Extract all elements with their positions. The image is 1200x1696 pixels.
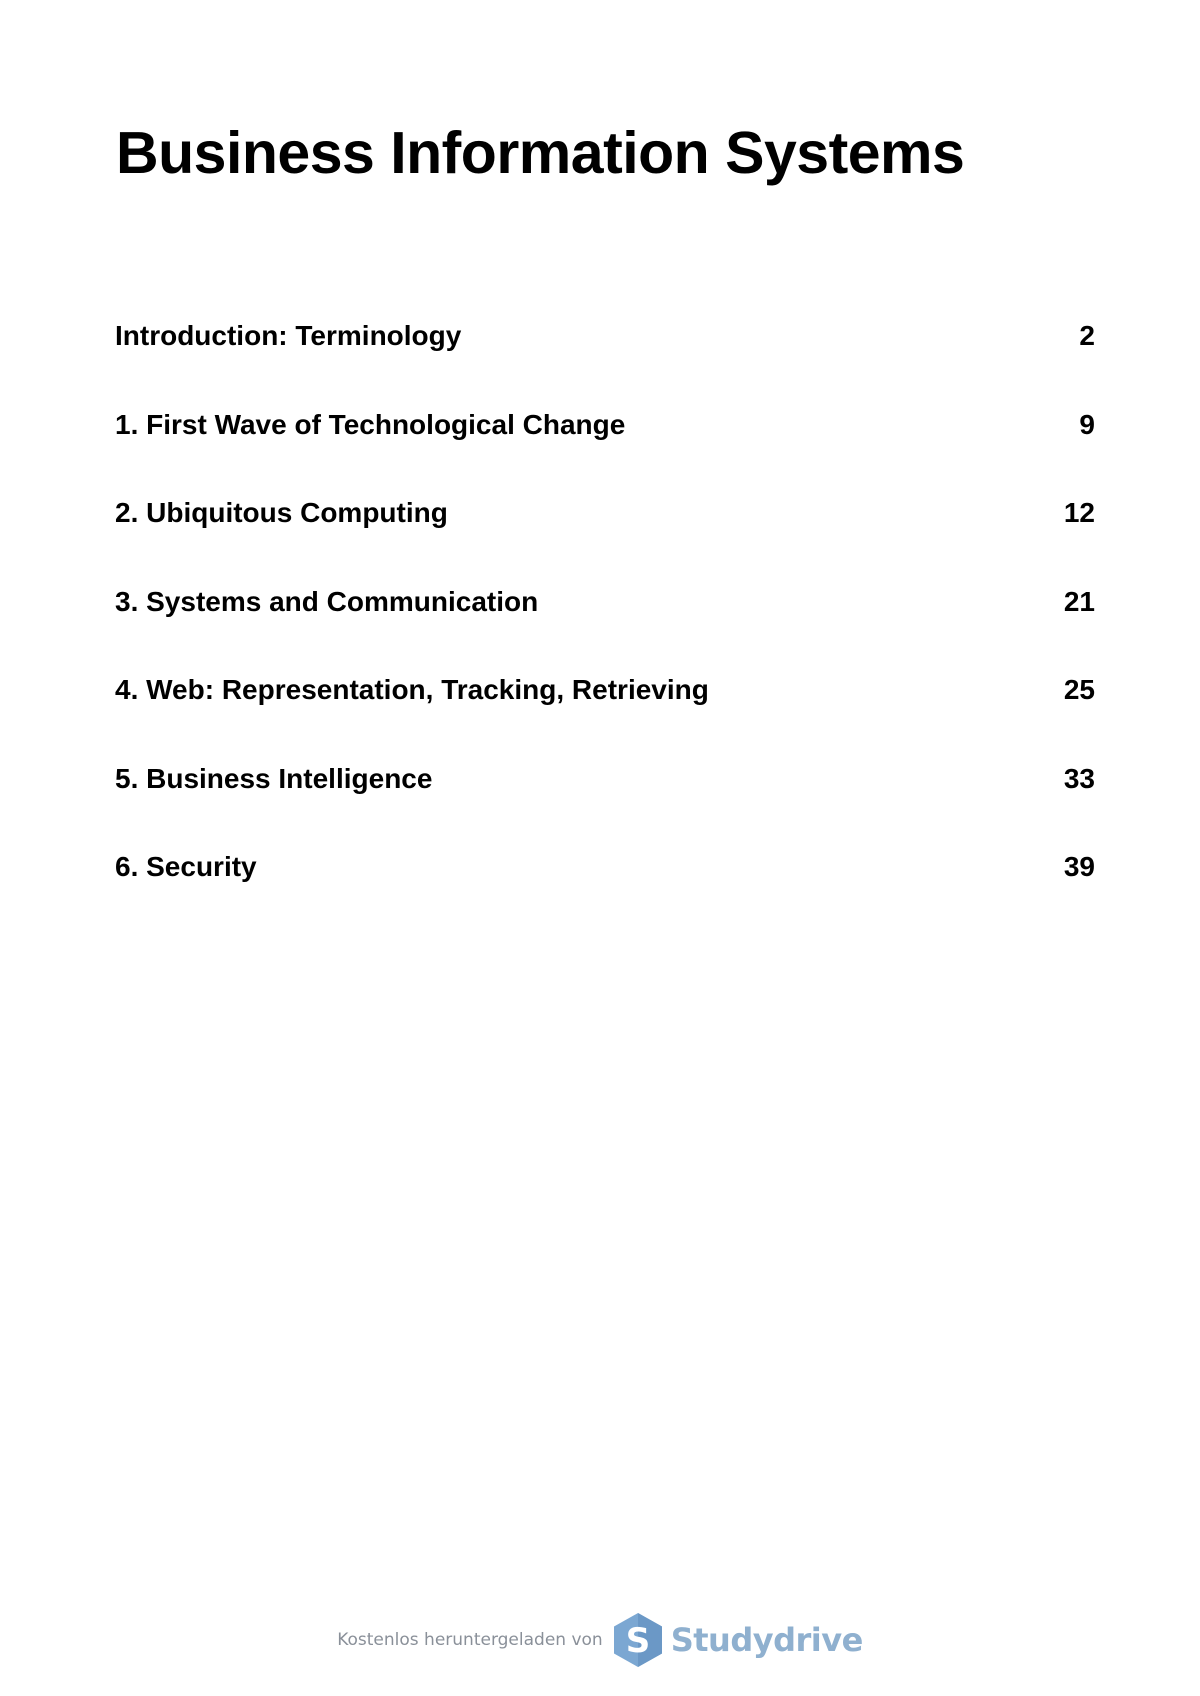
toc-entry-page-number: 21: [1063, 585, 1095, 617]
toc-entry-title: 5. Business Intelligence: [115, 762, 433, 794]
toc-entry-title: 6. Security: [115, 851, 257, 882]
toc-entry[interactable]: [115, 759, 1095, 848]
toc-entry-title: Introduction: Terminology: [115, 320, 462, 351]
download-footer: [0, 1610, 1200, 1670]
toc-entry-title: 1. First Wave of Technological Change: [115, 408, 626, 440]
toc-entry-page-number: 39: [1063, 851, 1095, 882]
toc-entry-page-number: 2: [1079, 320, 1095, 351]
toc-entry-title: 2. Ubiquitous Computing: [115, 497, 448, 528]
studydrive-brand-name: Studydrive: [670, 1621, 863, 1659]
toc-entry-page-number: 25: [1063, 674, 1095, 705]
svg-text:S: S: [625, 1621, 650, 1661]
toc-entry[interactable]: [115, 405, 1095, 494]
studydrive-s-icon: [611, 1611, 665, 1669]
page-title: Business Information Systems: [116, 120, 965, 186]
toc-entry-page-number: 33: [1063, 762, 1095, 794]
toc-entry-page-number: 12: [1063, 497, 1095, 528]
studydrive-logo[interactable]: [611, 1611, 863, 1669]
toc-entry-title: 4. Web: Representation, Tracking, Retrieving: [115, 674, 709, 705]
toc-entry[interactable]: [115, 670, 1095, 759]
table-of-contents: [115, 316, 1095, 936]
toc-entry[interactable]: [115, 316, 1095, 405]
footer-download-note: Kostenlos heruntergeladen von: [337, 1630, 603, 1650]
toc-entry-page-number: 9: [1079, 408, 1095, 440]
toc-entry-title: 3. Systems and Communication: [115, 585, 539, 617]
toc-entry[interactable]: [115, 493, 1095, 582]
toc-entry[interactable]: [115, 847, 1095, 936]
footer-content[interactable]: [337, 1611, 863, 1669]
toc-entry[interactable]: [115, 582, 1095, 671]
